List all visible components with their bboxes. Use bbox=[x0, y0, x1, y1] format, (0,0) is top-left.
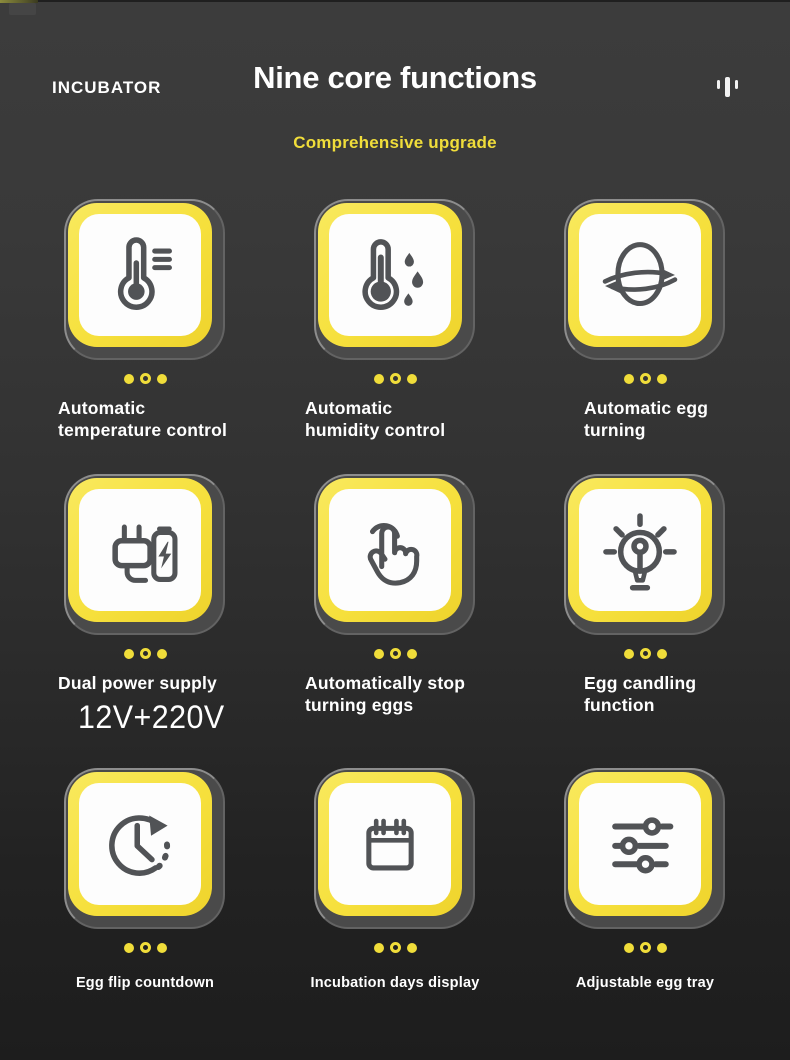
features-grid bbox=[20, 199, 770, 992]
dot-solid bbox=[124, 943, 134, 953]
dots-decoration bbox=[270, 942, 520, 953]
feature-humidity bbox=[270, 199, 520, 474]
dot-solid bbox=[407, 649, 417, 659]
dot-hollow bbox=[640, 373, 651, 384]
dot-solid bbox=[657, 374, 667, 384]
dots-decoration bbox=[20, 373, 270, 384]
tile-white-panel bbox=[79, 214, 201, 336]
countdown-icon bbox=[94, 798, 186, 890]
dot-solid bbox=[374, 374, 384, 384]
dot-solid bbox=[407, 374, 417, 384]
tile-yellow-frame bbox=[318, 478, 462, 622]
dot-solid bbox=[657, 649, 667, 659]
feature-tile bbox=[314, 768, 475, 929]
tile-white-panel bbox=[329, 214, 451, 336]
bar-tall-icon bbox=[725, 77, 730, 97]
feature-tile bbox=[564, 199, 725, 360]
dots-decoration bbox=[520, 648, 770, 659]
dot-solid bbox=[624, 943, 634, 953]
tile-white-panel bbox=[79, 783, 201, 905]
dot-hollow bbox=[640, 648, 651, 659]
feature-tile bbox=[64, 474, 225, 635]
dot-hollow bbox=[140, 942, 151, 953]
bar-short-icon bbox=[735, 80, 739, 89]
candling-icon bbox=[594, 504, 686, 596]
feature-tile bbox=[64, 768, 225, 929]
feature-label: Automatically stop turning eggs bbox=[305, 673, 466, 715]
dots-decoration bbox=[520, 373, 770, 384]
tile-white-panel bbox=[579, 214, 701, 336]
dot-solid bbox=[624, 649, 634, 659]
dot-hollow bbox=[140, 648, 151, 659]
tile-yellow-frame bbox=[568, 203, 712, 347]
calendar-icon bbox=[344, 798, 436, 890]
tile-white-panel bbox=[329, 489, 451, 611]
dot-hollow bbox=[390, 648, 401, 659]
feature-label: Automatic temperature control bbox=[58, 398, 228, 440]
tile-yellow-frame bbox=[68, 772, 212, 916]
dual-power-icon bbox=[94, 504, 186, 596]
dot-solid bbox=[157, 649, 167, 659]
feature-countdown bbox=[20, 768, 270, 992]
dots-decoration bbox=[270, 648, 520, 659]
dot-solid bbox=[624, 374, 634, 384]
voltage-label: 12V+220V bbox=[78, 698, 225, 735]
dot-solid bbox=[124, 649, 134, 659]
tile-yellow-frame bbox=[318, 772, 462, 916]
page-subtitle: Comprehensive upgrade bbox=[293, 133, 497, 152]
dot-hollow bbox=[140, 373, 151, 384]
dots-decoration bbox=[520, 942, 770, 953]
bar-short-icon bbox=[717, 80, 721, 89]
humidity-icon bbox=[344, 229, 436, 321]
top-edge-strip bbox=[0, 0, 790, 2]
dots-decoration bbox=[270, 373, 520, 384]
dot-hollow bbox=[390, 942, 401, 953]
dots-decoration bbox=[20, 942, 270, 953]
tile-yellow-frame bbox=[568, 478, 712, 622]
feature-tile bbox=[314, 474, 475, 635]
feature-label: Automatic egg turning bbox=[584, 398, 709, 440]
dot-solid bbox=[374, 649, 384, 659]
egg-turning-icon bbox=[594, 229, 686, 321]
feature-label: Adjustable egg tray bbox=[575, 975, 715, 991]
tile-yellow-frame bbox=[318, 203, 462, 347]
tile-yellow-frame bbox=[568, 772, 712, 916]
feature-label: Incubation days display bbox=[310, 975, 480, 991]
dot-solid bbox=[407, 943, 417, 953]
top-left-remnant bbox=[9, 3, 36, 15]
feature-candling bbox=[520, 474, 770, 768]
feature-egg-turning bbox=[520, 199, 770, 474]
tile-yellow-frame bbox=[68, 478, 212, 622]
feature-tile bbox=[64, 199, 225, 360]
dot-solid bbox=[157, 943, 167, 953]
feature-tile bbox=[564, 474, 725, 635]
dot-hollow bbox=[640, 942, 651, 953]
brand-label: INCUBATOR bbox=[52, 78, 162, 97]
feature-tile bbox=[564, 768, 725, 929]
dot-hollow bbox=[390, 373, 401, 384]
tile-white-panel bbox=[579, 783, 701, 905]
feature-tile bbox=[314, 199, 475, 360]
three-bars-icon bbox=[717, 77, 739, 99]
feature-days-display bbox=[270, 768, 520, 992]
feature-label: Egg flip countdown bbox=[75, 975, 215, 991]
dot-solid bbox=[124, 374, 134, 384]
tile-yellow-frame bbox=[68, 203, 212, 347]
feature-label: Egg candling function bbox=[584, 673, 697, 715]
tile-white-panel bbox=[79, 489, 201, 611]
dot-solid bbox=[157, 374, 167, 384]
dot-solid bbox=[657, 943, 667, 953]
dot-solid bbox=[374, 943, 384, 953]
feature-label: Automatic humidity control bbox=[305, 398, 446, 440]
sliders-icon bbox=[594, 798, 686, 890]
feature-temperature bbox=[20, 199, 270, 474]
feature-egg-tray bbox=[520, 768, 770, 992]
feature-dual-power bbox=[20, 474, 270, 768]
feature-label: Dual power supply bbox=[58, 673, 217, 693]
tile-white-panel bbox=[579, 489, 701, 611]
thermometer-icon bbox=[94, 229, 186, 321]
tap-icon bbox=[344, 504, 436, 596]
feature-auto-stop bbox=[270, 474, 520, 768]
tile-white-panel bbox=[329, 783, 451, 905]
page-title: Nine core functions bbox=[253, 60, 537, 95]
dots-decoration bbox=[20, 648, 270, 659]
